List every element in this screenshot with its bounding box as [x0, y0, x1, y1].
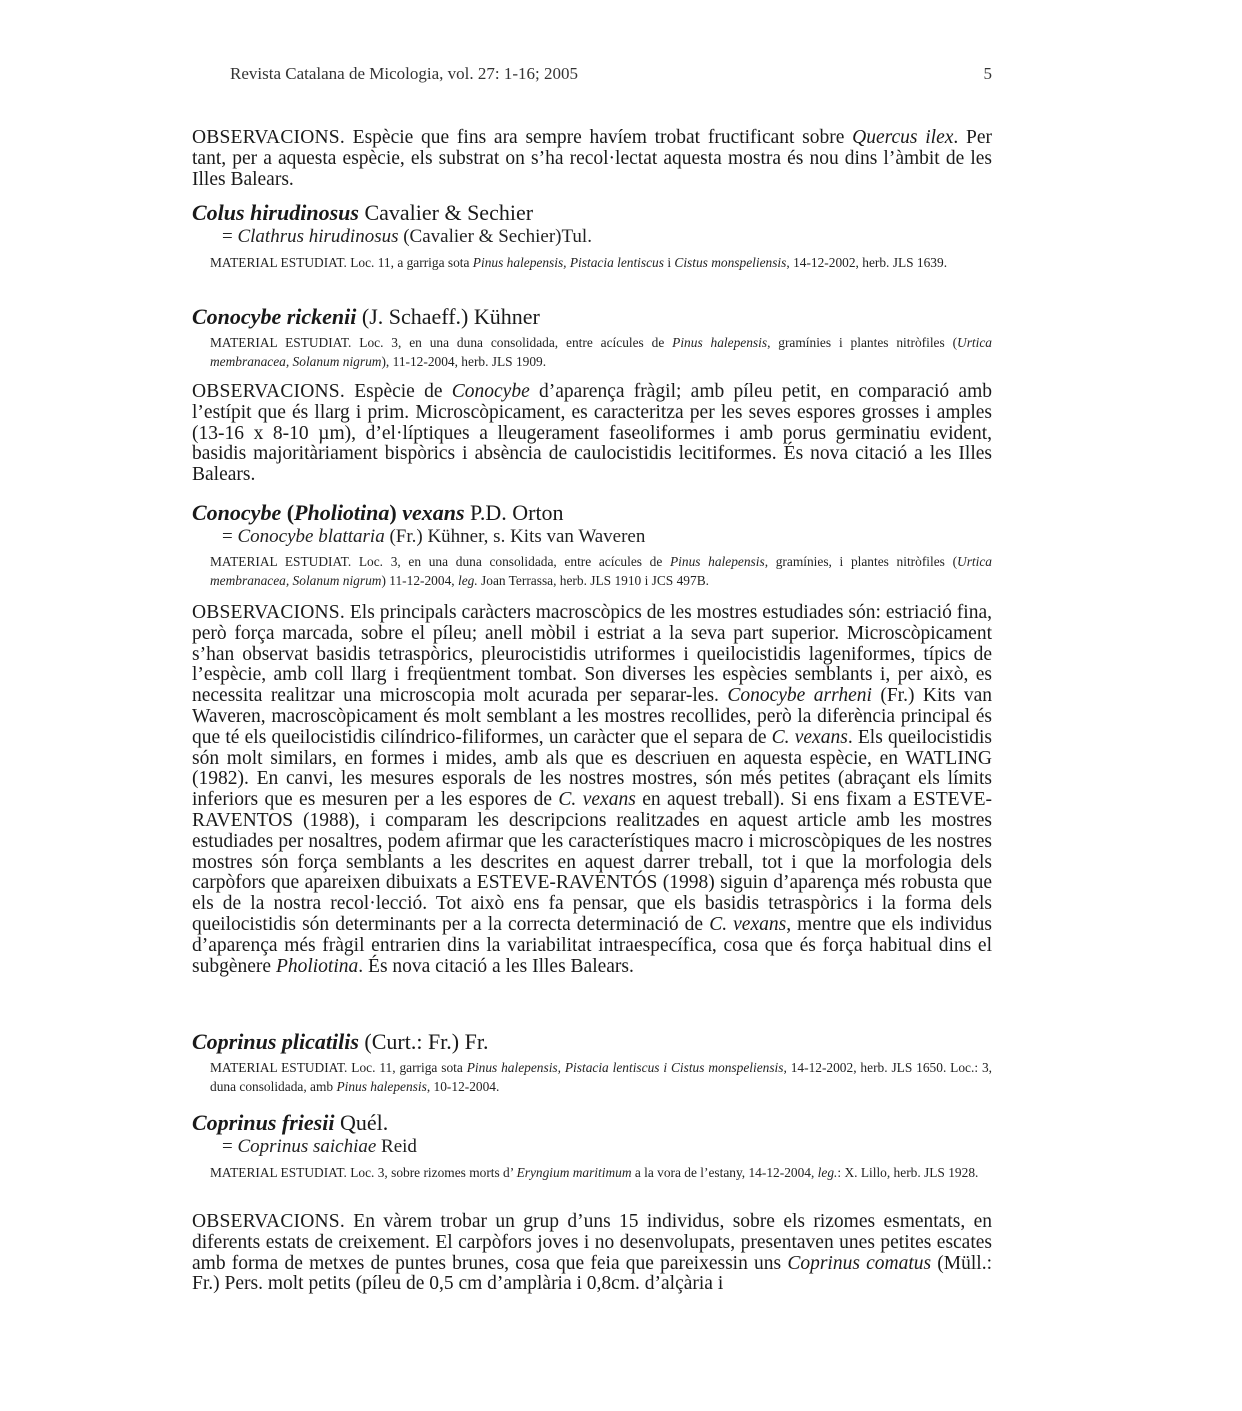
species-heading: Coprinus plicatilis (Curt.: Fr.) Fr.: [192, 1029, 489, 1054]
material-studied: MATERIAL ESTUDIAT. Loc. 3, en una duna consolidada, entre acícules de Pinus halepensis, gramínies i plantes nitròfiles (Urtica membranacea, Solanum nigrum), 11-12-2004, herb. JLS 1909.: [210, 335, 992, 369]
species-heading: Coprinus friesii Quél.: [192, 1110, 389, 1135]
species-entry-rickenii: [192, 304, 992, 371]
synonym: = Coprinus saichiae Reid: [222, 1136, 417, 1157]
species-heading: Colus hirudinosus Cavalier & Sechier: [192, 200, 534, 225]
synonym: = Clathrus hirudinosus (Cavalier & Sechier)Tul.: [222, 226, 592, 247]
species-entry-colus: [192, 200, 992, 272]
species-entry-plicatilis: [192, 1029, 992, 1096]
observations-paragraph-4: OBSERVACIONS. En vàrem trobar un grup d’uns 15 individus, sobre els rizomes esmentats, en diferents estats de creixement. El carpòfors joves i no desenvolupats, presentaven unes petites escates amb forma de metxes de puntes brunes, cosa que feia que pareixessin uns Coprinus comatus (Müll.: Fr.) Pers. molt petits (píleu de 0,5 cm d’amplària i 0,8cm. d’alçària i: [192, 1211, 992, 1295]
page-number: 5: [983, 64, 992, 83]
material-studied: MATERIAL ESTUDIAT. Loc. 11, a garriga sota Pinus halepensis, Pistacia lentiscus i Cistus monspeliensis, 14-12-2002, herb. JLS 1639.: [210, 255, 948, 270]
journal-citation: Revista Catalana de Micologia, vol. 27: 1-16; 2005: [230, 64, 578, 83]
observations-paragraph-2: OBSERVACIONS. Espècie de Conocybe d’aparença fràgil; amb píleu petit, en comparació amb l’estípit que és llarg i prim. Microscòpicament, es caracteritza per les seves espores grosses i amples (13-16 x 8-10 µm), d’el·líptiques a lleugerament faseoliformes i amb porus germinatiu evident, basidis majoritàriament bispòrics i absència de caulocistidis lecitiformes. És nova citació a les Illes Balears.: [192, 381, 992, 486]
synonym: = Conocybe blattaria (Fr.) Kühner, s. Kits van Waveren: [222, 526, 646, 547]
material-studied: MATERIAL ESTUDIAT. Loc. 3, sobre rizomes morts d’ Eryngium maritimum a la vora de l’estany, 14-12-2004, leg.: X. Lillo, herb. JLS 1928.: [210, 1165, 979, 1180]
material-studied: MATERIAL ESTUDIAT. Loc. 3, en una duna consolidada, entre acícules de Pinus halepensis, gramínies, i plantes nitròfiles (Urtica membranacea, Solanum nigrum) 11-12-2004, leg. Joan Terrassa, herb. JLS 1910 i JCS 497B.: [210, 554, 992, 588]
species-entry-friesii: [192, 1110, 992, 1182]
observations-paragraph-3: OBSERVACIONS. Els principals caràcters macroscòpics de les mostres estudiades són: estriació fina, però força marcada, sobre el píleu; anell mòbil i estriat a la seva part superior. Microscòpicament s’han observat basidis tetraspòrics, pleurocistidis utriformes i queilocistidis lageniformes, típics de l’espècie, amb coll llarg i freqüentment tombat. Son diverses les espècies semblants i, per això, es necessita realitzar una microscopia molt acurada per separar-les. Conocybe arrheni (Fr.) Kits van Waveren, macroscòpicament és molt semblant a les mostres recollides, però la diferència principal és que té els queilocistidis cilíndrico-filiformes, un caràcter que el separa de C. vexans. Els queilocistidis són molt similars, en formes i mides, amb als que es descriuen en aquesta espècie, en WATLING (1982). En canvi, les mesures esporals de les nostres mostres, són més petites (abraçant els límits inferiors que es mesuren per a les espores de C. vexans en aquest treball). Si ens fixam a ESTEVE-RAVENTOS (1988), i comparam les descripcions realitzades en aquest article amb les mostres estudiades per nosaltres, podem afirmar que les característiques macro i microscòpiques de les nostres mostres són força semblants a les descrites en aquest darrer treball, tot i que la morfologia dels carpòfors que apareixen dibuixats a ESTEVE-RAVENTÓS (1998) siguin d’aparença més robusta que els de la nostra recol·lecció. Tot això ens fa pensar, que els basidis tetraspòrics i la forma dels queilocistidis són determinants per a la correcta determinació de C. vexans, mentre que els individus d’aparença més fràgil entrarien dins la variabilitat intraespecífica, cosa que és força habitual dins el subgènere Pholiotina. És nova citació a les Illes Balears.: [192, 602, 993, 977]
species-heading: Conocybe rickenii (J. Schaeff.) Kühner: [192, 304, 540, 329]
running-head: [230, 64, 992, 84]
observations-paragraph-1: OBSERVACIONS. Espècie que fins ara sempre havíem trobat fructificant sobre Quercus ilex. Per tant, per a aquesta espècie, els substrat on s’ha recol·lectat aquesta mostra és nou dins l’àmbit de les Illes Balears.: [192, 127, 992, 190]
species-heading: Conocybe (Pholiotina) vexans P.D. Orton: [192, 500, 564, 525]
species-entry-vexans: [192, 500, 992, 590]
material-studied: MATERIAL ESTUDIAT. Loc. 11, garriga sota Pinus halepensis, Pistacia lentiscus i Cistus monspeliensis, 14-12-2002, herb. JLS 1650. Loc.: 3, duna consolidada, amb Pinus halepensis, 10-12-2004.: [210, 1060, 992, 1094]
